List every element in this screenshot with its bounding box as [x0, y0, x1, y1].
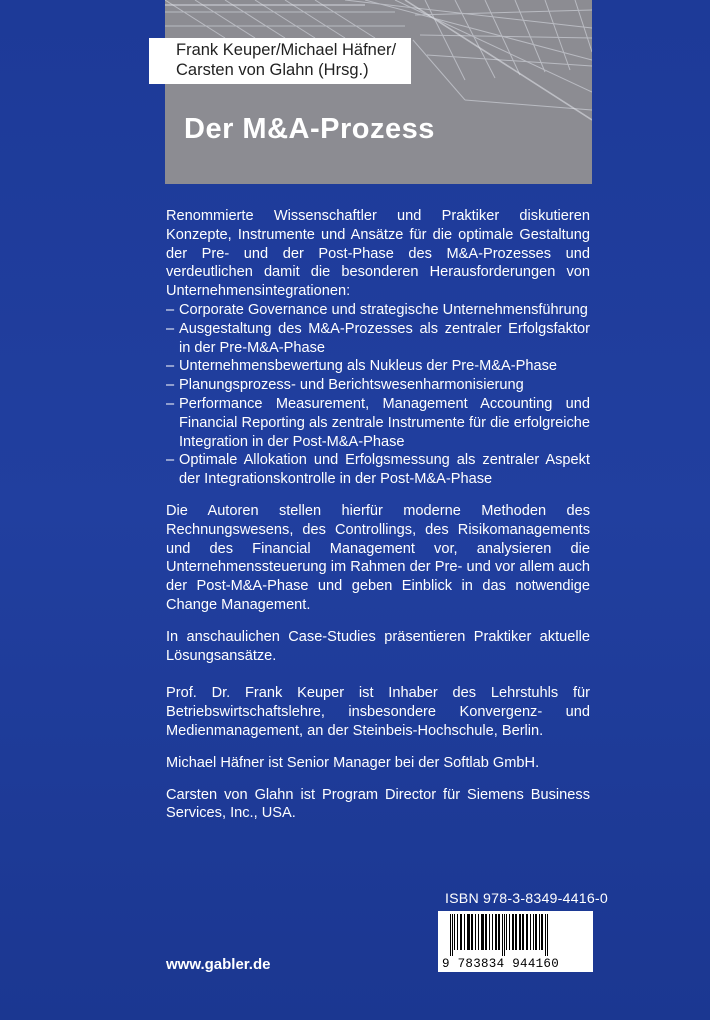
barcode-bar — [452, 914, 453, 956]
barcode-bar — [475, 914, 476, 950]
barcode-bar — [498, 914, 500, 950]
barcode-bar — [471, 914, 473, 950]
barcode — [438, 911, 593, 972]
website-link[interactable]: www.gabler.de — [166, 956, 271, 973]
bio-glahn: Carsten von Glahn ist Program Director für Siemens Business Services, Inc., USA. — [166, 786, 590, 822]
topic-list — [166, 301, 590, 489]
barcode-bar — [478, 914, 479, 950]
barcode-bar — [450, 914, 451, 956]
isbn-label: ISBN 978-3-8349-4416-0 — [445, 891, 608, 907]
barcode-bar — [457, 914, 458, 950]
barcode-bar — [489, 914, 490, 950]
barcode-bar — [464, 914, 465, 950]
topic-item: – Planungsprozess- und Berichtswesenharmonisierung — [166, 377, 524, 394]
barcode-bar — [530, 914, 531, 950]
barcode-bar — [485, 914, 487, 950]
case-studies-paragraph: In anschaulichen Case-Studies präsentieren Praktiker aktuelle Lösungsansätze. — [166, 628, 590, 664]
barcode-bar — [460, 914, 462, 950]
barcode-bar — [522, 914, 524, 950]
barcode-bar — [509, 914, 510, 950]
barcode-bar — [504, 914, 505, 956]
barcode-bar — [502, 914, 503, 956]
book-title: Der M&A-Prozess — [184, 113, 435, 145]
topic-item: – Performance Measurement, Management Accounting und Financial Reporting als zentrale Instrumente für die erfolgreiche Integration in der Post-M&A-Phase — [166, 395, 590, 450]
barcode-bar — [519, 914, 521, 950]
cover-banner — [165, 0, 592, 184]
editors-line-2: Carsten von Glahn (Hrsg.) — [176, 61, 369, 79]
barcode-bar — [495, 914, 497, 950]
barcode-bar — [526, 914, 528, 950]
topic-item: – Optimale Allokation und Erfolgsmessung als zentraler Aspekt der Integrationskontrolle in der Post-M&A-Phase — [166, 452, 590, 488]
barcode-bar — [547, 914, 548, 956]
barcode-bar — [539, 914, 540, 950]
architectural-grid-graphic — [165, 0, 592, 184]
barcode-bar — [467, 914, 470, 950]
topic-item: – Corporate Governance und strategische Unternehmensführung — [166, 301, 588, 318]
barcode-digits: 9 783834 944160 — [442, 957, 560, 971]
barcode-bar — [481, 914, 484, 950]
bio-keuper: Prof. Dr. Frank Keuper ist Inhaber des Lehrstuhls für Betriebswirtschaftslehre, insbesondere Konvergenz- und Medienmanagement, an der Steinbeis-Hochschule, Berlin. — [166, 685, 590, 739]
barcode-bars — [450, 914, 582, 956]
editors-box — [149, 38, 411, 84]
barcode-bar — [454, 914, 455, 950]
barcode-bar — [535, 914, 537, 950]
topic-item: – Ausgestaltung des M&A-Prozesses als zentraler Erfolgsfaktor in der Pre-M&A-Phase — [166, 320, 590, 356]
methods-paragraph: Die Autoren stellen hierfür moderne Methoden des Rechnungswesens, des Controllings, des Risikomanagements und des Financial Management vor, analysieren die Unternehmenssteuerung im Rahmen der Pre- und vor allem auch der Post-M&A-Phase und geben Einblick in das notwendige Change Management. — [166, 502, 590, 613]
intro-paragraph: Renommierte Wissenschaftler und Praktiker diskutieren Konzepte, Instrumente und Ansätze für die optimale Gestaltung der Pre- und der Post-Phase des M&A-Prozesses und verdeutlichen damit die besonderen Herausforderungen von Unternehmensintegrationen: — [166, 208, 590, 300]
barcode-bar — [492, 914, 493, 950]
bio-haefner: Michael Häfner ist Senior Manager bei der Softlab GmbH. — [166, 754, 540, 771]
barcode-bar — [512, 914, 514, 950]
editors-line-1: Frank Keuper/Michael Häfner/ — [176, 41, 397, 59]
barcode-bar — [541, 914, 543, 950]
barcode-bar — [533, 914, 534, 950]
barcode-bar — [545, 914, 546, 956]
topic-item: – Unternehmensbewertung als Nukleus der Pre-M&A-Phase — [166, 358, 557, 375]
blurb-text — [166, 207, 590, 823]
barcode-bar — [506, 914, 507, 950]
barcode-bar — [515, 914, 517, 950]
